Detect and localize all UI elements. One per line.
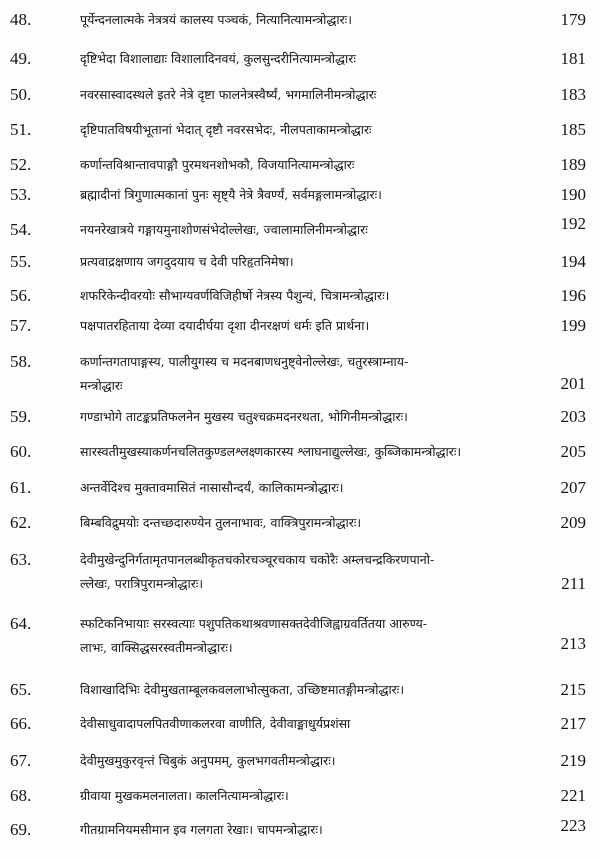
entry-number: 60. — [10, 442, 32, 461]
entry-page: 211 — [561, 574, 586, 593]
entry-number: 52. — [10, 155, 32, 174]
entry-text: शफरिकेन्दीवरयोः सौभाग्यवर्णविजिहीर्षो नेत्रस्य पैशुन्यं, चित्रामन्त्रोद्धारः। — [80, 288, 390, 303]
entry-text: पूर्येन्दनलात्मके नेत्रत्रयं कालस्य पञ्चकं, नित्यानित्यामन्त्रोद्धारः। — [80, 12, 352, 27]
entry-number: 63. — [10, 550, 32, 569]
entry-text: स्फटिकनिभायाः सरस्वत्याः पशुपतिकथाश्रवणासक्तदेवीजिह्वाग्रवर्तितया आरुण्य- — [80, 616, 428, 631]
entry-number: 51. — [10, 120, 32, 139]
entry-page: 209 — [560, 513, 586, 532]
entry-text-continued: लाभः, वाक्सिद्धसरस्वतीमन्त्रोद्धारः। — [80, 640, 233, 655]
entry-page: 189 — [560, 155, 586, 174]
entry-page: 183 — [560, 85, 586, 104]
entry-text: नवरसास्वादस्थले इतरे नेत्रे दृष्टा फालनेत्रस्वैर्ष्यं, भगमालिनीमन्त्रोद्धारः — [80, 87, 377, 102]
entry-page: 207 — [560, 478, 586, 497]
entry-number: 48. — [10, 10, 32, 29]
entry-text: विशाखादिभिः देवीमुखताम्बूलकवललाभोत्सुकता, उच्छिष्टमातङ्गीमन्त्रोद्धारः। — [80, 682, 405, 697]
entry-number: 49. — [10, 49, 32, 68]
entry-text: सारस्वतीमुखस्याकर्णनचलितकुण्डलश्लक्ष्णकारस्य श्लाघनाद्युल्लेखः, कुब्जिकामन्त्रोद्धारः। — [80, 444, 462, 459]
entry-number: 64. — [10, 614, 32, 633]
entry-page: 181 — [560, 49, 586, 68]
entry-text: दृष्टिभेदा विशालाद्याः विशालादिनवयं, कुलसुन्दरीनित्यामन्त्रोद्धारः — [80, 51, 356, 66]
entry-page: 192 — [560, 214, 586, 233]
entry-text: ग्रीवाया मुखकमलनालता। कालनित्यामन्त्रोद्धारः। — [80, 788, 289, 803]
entry-number: 59. — [10, 407, 32, 426]
entry-page: 201 — [560, 374, 586, 393]
entry-number: 56. — [10, 286, 32, 305]
entry-page: 194 — [560, 252, 586, 271]
entry-number: 50. — [10, 85, 32, 104]
entry-number: 54. — [10, 220, 32, 239]
entry-page: 185 — [560, 120, 586, 139]
entry-text: देवीसाधुवादापलपितवीणाकलरवा वाणीति, देवीवाङ्माधुर्यप्रशंसा — [80, 716, 351, 731]
entry-text: नयनरेखात्रये गङ्गायमुनाशोणसंभेदोल्लेखः, ज्वालामालिनीमन्त्रोद्धारः — [80, 222, 368, 237]
entry-number: 69. — [10, 820, 32, 839]
entry-text: गण्डाभोगे ताटङ्कप्रतिफलनेन मुखस्य चतुश्चक्रमदनरथता, भोगिनीमन्त्रोद्धारः। — [80, 409, 408, 424]
entry-page: 196 — [560, 286, 586, 305]
entry-page: 217 — [560, 714, 586, 733]
entry-text: दृष्टिपातविषयीभूतानां भेदात् दृष्टौ नवरसभेदः, नीलपताकामन्त्रोद्धारः — [80, 122, 372, 137]
entry-text: देवीमुखमुकुरवृन्तं चिबुकं अनुपमम्, कुलभगवतीमन्त्रोद्धारः। — [80, 753, 336, 768]
entry-number: 58. — [10, 352, 32, 371]
entry-page: 205 — [560, 442, 586, 461]
entry-page: 223 — [560, 816, 586, 835]
entry-text: देवीमुखेन्दुनिर्गतामृतपानलब्धीकृतचकोरचञ्चूरचकाय चकोरैः अम्लचन्द्रकिरणपानो- — [80, 552, 435, 567]
entry-text: कर्णान्तविश्रान्तावपाङ्गौ पुरमथनशोभकौ, विजयानित्यामन्त्रोद्धारः — [80, 157, 355, 172]
entry-text: अन्तर्वेदिश्च मुक्तावमासितं नासासौन्दर्यं, कालिकामन्त्रोद्धारः। — [80, 480, 344, 495]
entry-page: 213 — [560, 634, 586, 653]
entry-page: 203 — [560, 407, 586, 426]
entry-page: 221 — [560, 786, 586, 805]
entry-number: 68. — [10, 786, 32, 805]
entry-text: ब्रह्मादीनां त्रिगुणात्मकानां पुनः सृष्ट्यै नेत्रे त्रैवर्ण्यं, सर्वमङ्गलामन्त्रोद्धारः। — [80, 187, 382, 202]
entry-text: पक्षपातरहिताया देव्या दयादीर्घया दृशा दीनरक्षणं धर्मः इति प्रार्थना। — [80, 318, 370, 333]
entry-number: 61. — [10, 478, 32, 497]
entry-text: गीतग्रामनियमसीमान इव गलगता रेखाः। चापमन्त्रोद्धारः। — [80, 822, 323, 837]
entry-number: 57. — [10, 316, 32, 335]
entry-number: 67. — [10, 751, 32, 770]
entry-page: 215 — [560, 680, 586, 699]
entry-page: 219 — [560, 751, 586, 770]
entry-text: बिम्बविद्रुमयोः दन्तच्छदारुण्येन तुलनाभावः, वाक्त्रिपुरामन्त्रोद्धारः। — [80, 515, 362, 530]
entry-text-continued: ल्लेखः, परात्रिपुरामन्त्रोद्धारः। — [80, 576, 204, 591]
entry-page: 190 — [560, 185, 586, 204]
entry-text: प्रत्यवाद्रक्षणाय जगदुदयाय च देवी परिहृतनिमेषा। — [80, 254, 294, 269]
entry-page: 199 — [560, 316, 586, 335]
entry-number: 65. — [10, 680, 32, 699]
entry-number: 55. — [10, 252, 32, 271]
entry-number: 53. — [10, 185, 32, 204]
entry-page: 179 — [560, 10, 586, 29]
entry-text: कर्णान्तगतापाङ्गस्य, पालीयुगस्य च मदनबाणधनुष्ट्वेनोल्लेखः, चतुरस्त्राम्नाय- — [80, 354, 409, 369]
entry-number: 62. — [10, 513, 32, 532]
entry-text-continued: मन्त्रोद्धारः — [80, 378, 123, 393]
entry-number: 66. — [10, 714, 32, 733]
